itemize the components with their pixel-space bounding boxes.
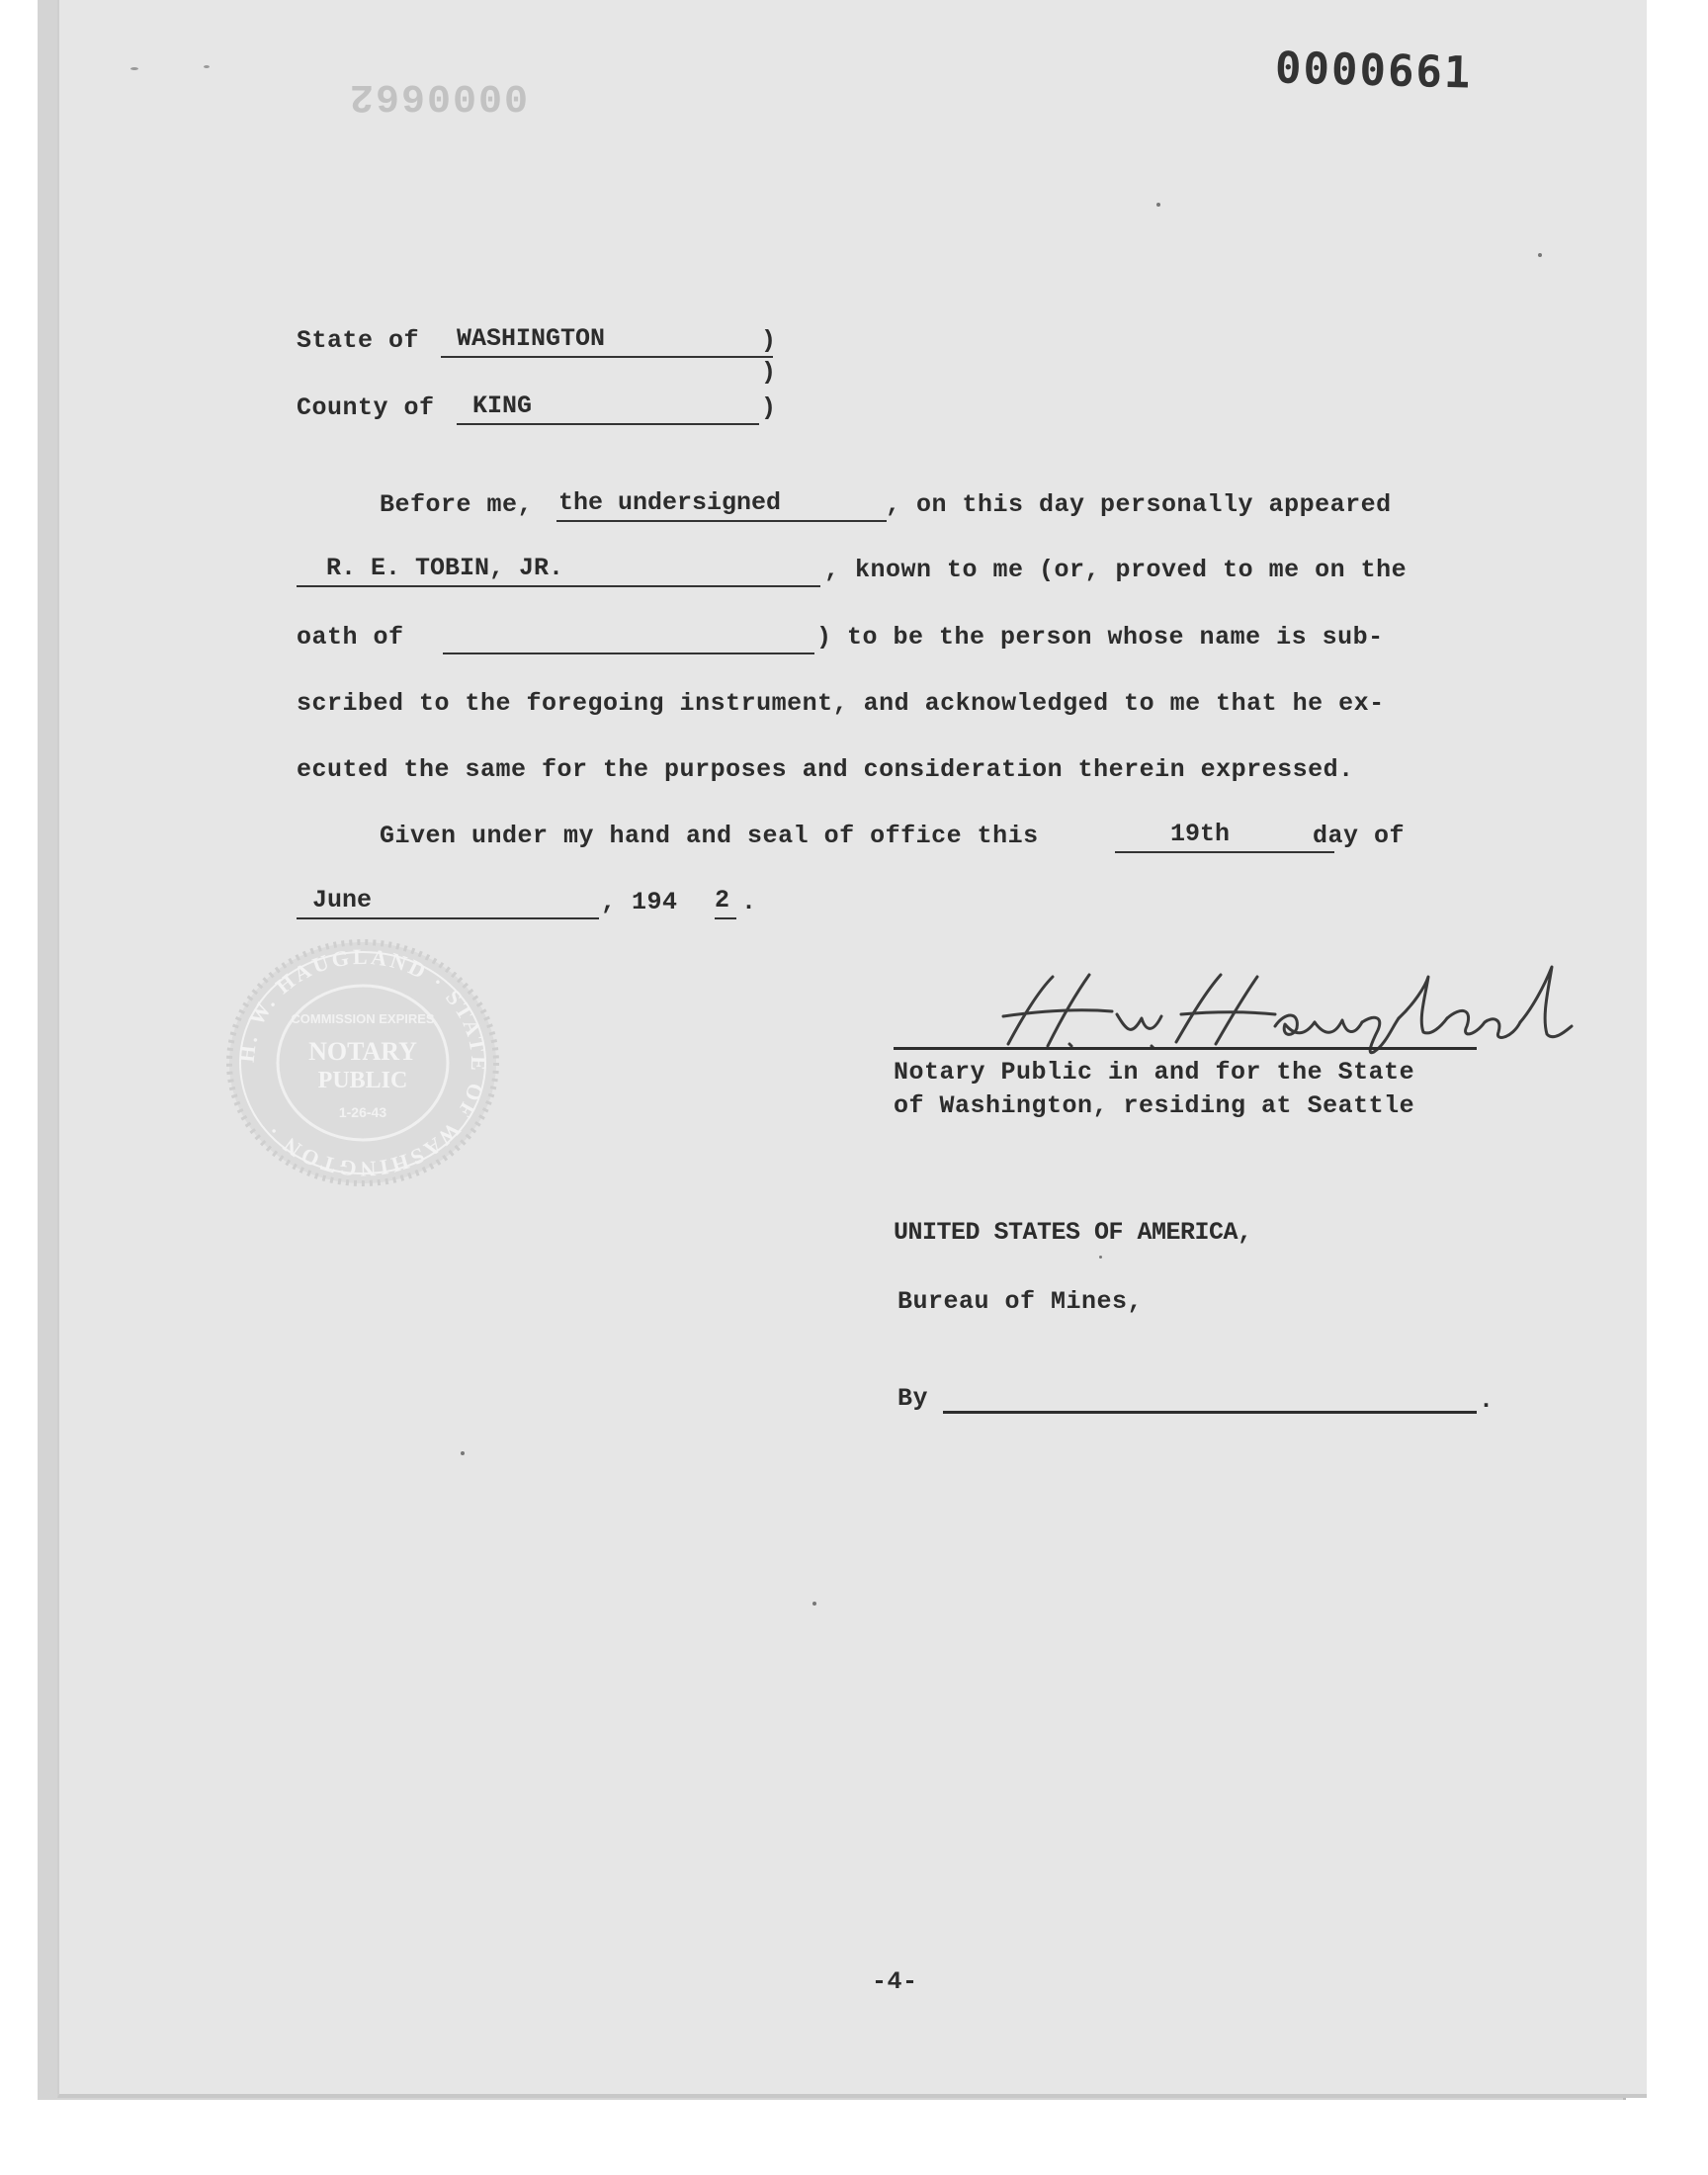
county-label: County of bbox=[297, 393, 435, 422]
bureau-text: Bureau of Mines, bbox=[897, 1287, 1144, 1316]
state-field: WASHINGTON bbox=[441, 324, 773, 358]
document-page bbox=[57, 0, 1647, 2098]
by-signature-line bbox=[943, 1411, 1477, 1414]
appeared-text: , on this day personally appeared bbox=[886, 490, 1392, 519]
by-period: . bbox=[1479, 1386, 1494, 1415]
state-label: State of bbox=[297, 326, 420, 355]
person-field: R. E. TOBIN, JR. bbox=[297, 554, 820, 587]
scan-speck bbox=[1099, 1256, 1102, 1259]
scan-speck bbox=[130, 67, 138, 70]
scan-background bbox=[38, 0, 1623, 2100]
bracket: ) bbox=[761, 326, 777, 355]
scan-speck bbox=[204, 65, 210, 68]
bleed-through-number: 0000662 bbox=[348, 73, 529, 118]
person-text: ) to be the person whose name is sub- bbox=[816, 623, 1384, 652]
given-text: Given under my hand and seal of office this bbox=[380, 822, 1039, 850]
notary-title-line1: Notary Public in and for the State bbox=[894, 1058, 1415, 1087]
day-field: 19th bbox=[1115, 820, 1334, 853]
usa-heading: UNITED STATES OF AMERICA, bbox=[894, 1218, 1252, 1247]
known-text: , known to me (or, proved to me on the bbox=[824, 556, 1408, 584]
bracket: ) bbox=[761, 393, 777, 422]
bracket: ) bbox=[761, 358, 777, 387]
oath-of-label: oath of bbox=[297, 623, 404, 652]
body-line: scribed to the foregoing instrument, and acknowledged to me that he ex- bbox=[297, 689, 1385, 718]
period: . bbox=[741, 888, 757, 916]
year-text: , 194 bbox=[601, 888, 678, 916]
notary-seal bbox=[219, 929, 506, 1196]
scan-speck bbox=[812, 1602, 816, 1606]
scan-speck bbox=[461, 1451, 465, 1455]
scan-speck bbox=[1538, 253, 1542, 257]
by-label: By bbox=[897, 1384, 929, 1413]
year-field: 2 bbox=[715, 886, 736, 919]
seal-inner-top: COMMISSION EXPIRES bbox=[291, 1011, 435, 1026]
signature-line bbox=[894, 1047, 1477, 1050]
before-me-text: Before me, bbox=[380, 490, 534, 519]
document-number: 0000661 bbox=[1274, 43, 1474, 99]
county-field: KING bbox=[457, 392, 759, 425]
seal-center-line1: NOTARY bbox=[308, 1037, 417, 1066]
day-of-text: day of bbox=[1313, 822, 1406, 850]
body-line: ecuted the same for the purposes and consideration therein expressed. bbox=[297, 755, 1354, 784]
oath-field bbox=[443, 621, 814, 654]
seal-center-line2: PUBLIC bbox=[317, 1068, 408, 1093]
notary-title-line2: of Washington, residing at Seattle bbox=[894, 1091, 1415, 1120]
month-field: June bbox=[297, 886, 599, 919]
officer-field: the undersigned bbox=[556, 488, 887, 522]
page-number: -4- bbox=[872, 1967, 918, 1996]
scan-speck bbox=[1156, 203, 1160, 207]
seal-ring-text: H. W. HAUGLAND · STATE OF WASHINGTON · bbox=[233, 943, 492, 1182]
seal-inner-bottom: 1-26-43 bbox=[338, 1104, 387, 1120]
